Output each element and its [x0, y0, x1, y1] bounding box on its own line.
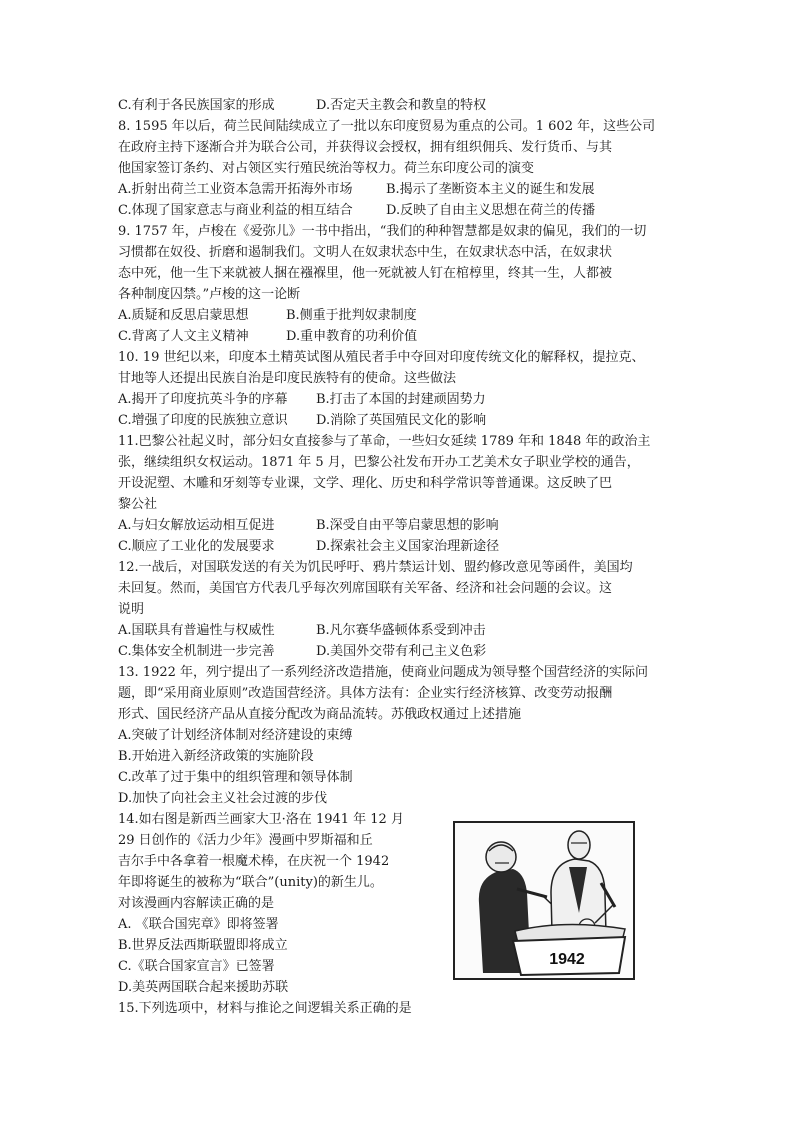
option-d[interactable]: D.美英两国联合起来援助苏联	[118, 980, 289, 995]
q11-stem: 11.巴黎公社起义时，部分妇女直接参与了革命，一些妇女延续 1789 年和 1848 年的政治主	[118, 434, 651, 449]
option-b[interactable]: B.凡尔赛华盛顿体系受到冲击	[316, 623, 486, 638]
option-a[interactable]: A.质疑和反思启蒙思想	[118, 308, 249, 323]
option-c[interactable]: C.改革了过于集中的组织管理和领导体制	[118, 770, 353, 785]
q12-stem: 12.一战后，对国联发送的有关为饥民呼吁、鸦片禁运计划、盟约修改意见等函件，美国均	[118, 560, 633, 575]
cartoon-year-label: 1942	[549, 951, 585, 968]
q11-stem: 张，继续组织女权运动。1871 年 5 月，巴黎公社发布开办工艺美术女子职业学校的通告，	[118, 455, 640, 470]
option-d[interactable]: D.探索社会主义国家治理新途径	[316, 539, 500, 554]
option-b[interactable]: B.世界反法西斯联盟即将成立	[118, 938, 288, 953]
option-c[interactable]: C.顺应了工业化的发展要求	[118, 539, 275, 554]
q9-stem: 态中死，他一生下来就被人捆在襁褓里，他一死就被人钉在棺椁里，终其一生，人都被	[118, 266, 613, 281]
option-b[interactable]: B.打击了本国的封建顽固势力	[316, 392, 486, 407]
q15-stem: 15.下列选项中，材料与推论之间逻辑关系正确的是	[118, 1001, 412, 1016]
option-c[interactable]: C.增强了印度的民族独立意识	[118, 413, 288, 428]
option-a[interactable]: A.折射出荷兰工业资本急需开拓海外市场	[118, 182, 353, 197]
q10-stem: 甘地等人还提出民族自治是印度民族特有的使命。这些做法	[118, 371, 457, 386]
q14-stem: 吉尔手中各拿着一根魔术棒，在庆祝一个 1942	[118, 854, 390, 869]
q12-stem: 说明	[118, 602, 145, 617]
option-a[interactable]: A.与妇女解放运动相互促进	[118, 518, 275, 533]
option-d[interactable]: D.反映了自由主义思想在荷兰的传播	[386, 203, 596, 218]
cartoon-illustration	[455, 823, 633, 978]
option-c[interactable]: C.《联合国家宣言》已签署	[118, 959, 275, 974]
option-d[interactable]: D.美国外交带有利己主义色彩	[316, 644, 487, 659]
q9-stem: 各种制度囚禁。”卢梭的这一论断	[118, 287, 301, 302]
q13-stem: 形式、国民经济产品从直接分配改为商品流转。苏俄政权通过上述措施	[118, 707, 522, 722]
q8-stem: 8. 1595 年以后，荷兰民间陆续成立了一批以东印度贸易为重点的公司。1 602 年，这些公司	[118, 119, 656, 134]
q11-options-cd	[118, 536, 688, 557]
option-a[interactable]: A.揭开了印度抗英斗争的序幕	[118, 392, 288, 407]
cartoon-image	[453, 821, 635, 980]
option-b[interactable]: B.侧重于批判奴隶制度	[286, 308, 417, 323]
q9-stem: 习惯都在奴役、折磨和遏制我们。文明人在奴隶状态中生，在奴隶状态中活，在奴隶状	[118, 245, 613, 260]
q8-options-cd	[118, 200, 688, 221]
option-a[interactable]: A. 《联合国宪章》即将签署	[118, 917, 279, 932]
q14-stem: 29 日创作的《活力少年》漫画中罗斯福和丘	[118, 833, 373, 848]
q14-stem: 年即将诞生的被称为“联合”(unity)的新生儿。	[118, 875, 383, 890]
option-a[interactable]: A.突破了计划经济体制对经济建设的束缚	[118, 728, 353, 743]
option-d[interactable]: D.重申教育的功利价值	[286, 329, 418, 344]
q8-options-ab	[118, 179, 688, 200]
option-c[interactable]: C.有利于各民族国家的形成	[118, 98, 275, 113]
option-b[interactable]: B.揭示了垄断资本主义的诞生和发展	[386, 182, 595, 197]
q11-stem: 开设泥塑、木雕和牙刻等专业课，文学、理化、历史和科学常识等普通课。这反映了巴	[118, 476, 613, 491]
q8-stem: 他国家签订条约、对占领区实行殖民统治等权力。荷兰东印度公司的演变	[118, 161, 535, 176]
q12-options-cd	[118, 641, 688, 662]
q14-stem: 14.如右图是新西兰画家大卫·洛在 1941 年 12 月	[118, 812, 404, 827]
q14-stem: 对该漫画内容解读正确的是	[118, 896, 275, 911]
q11-stem: 黎公社	[118, 497, 158, 512]
option-c[interactable]: C.体现了国家意志与商业利益的相互结合	[118, 203, 353, 218]
option-b[interactable]: B.深受自由平等启蒙思想的影响	[316, 518, 499, 533]
q9-options-cd	[118, 326, 688, 347]
q9-stem: 9. 1757 年，卢梭在《爱弥儿》一书中指出，“我们的种种智慧都是奴隶的偏见，我们的一切	[118, 224, 647, 239]
option-c[interactable]: C.集体安全机制进一步完善	[118, 644, 275, 659]
option-b[interactable]: B.开始进入新经济政策的实施阶段	[118, 749, 314, 764]
q10-options-ab	[118, 389, 688, 410]
option-c[interactable]: C.背离了人文主义精神	[118, 329, 249, 344]
q13-stem: 13. 1922 年，列宁提出了一系列经济改造措施，使商业问题成为领导整个国营经济的实际问	[118, 665, 649, 680]
q10-stem: 10. 19 世纪以来，印度本土精英试图从殖民者手中夺回对印度传统文化的解释权，提拉克、	[118, 350, 645, 365]
option-d[interactable]: D.消除了英国殖民文化的影响	[316, 413, 487, 428]
option-d[interactable]: D.加快了向社会主义社会过渡的步伐	[118, 791, 328, 806]
q10-options-cd	[118, 410, 688, 431]
q12-stem: 未回复。然而，美国官方代表几乎每次列席国联有关军备、经济和社会问题的会议。这	[118, 581, 613, 596]
option-a[interactable]: A.国联具有普遍性与权威性	[118, 623, 275, 638]
q12-options-ab	[118, 620, 688, 641]
q13-stem: 题，即“采用商业原则”改造国营经济。具体方法有：企业实行经济核算、改变劳动报酬	[118, 686, 613, 701]
option-d[interactable]: D.否定天主教会和教皇的特权	[316, 98, 487, 113]
q8-stem: 在政府主持下逐渐合并为联合公司，并获得议会授权，拥有组织佣兵、发行货币、与其	[118, 140, 613, 155]
q9-options-ab	[118, 305, 688, 326]
q7-options-cd	[118, 95, 688, 116]
q11-options-ab	[118, 515, 688, 536]
